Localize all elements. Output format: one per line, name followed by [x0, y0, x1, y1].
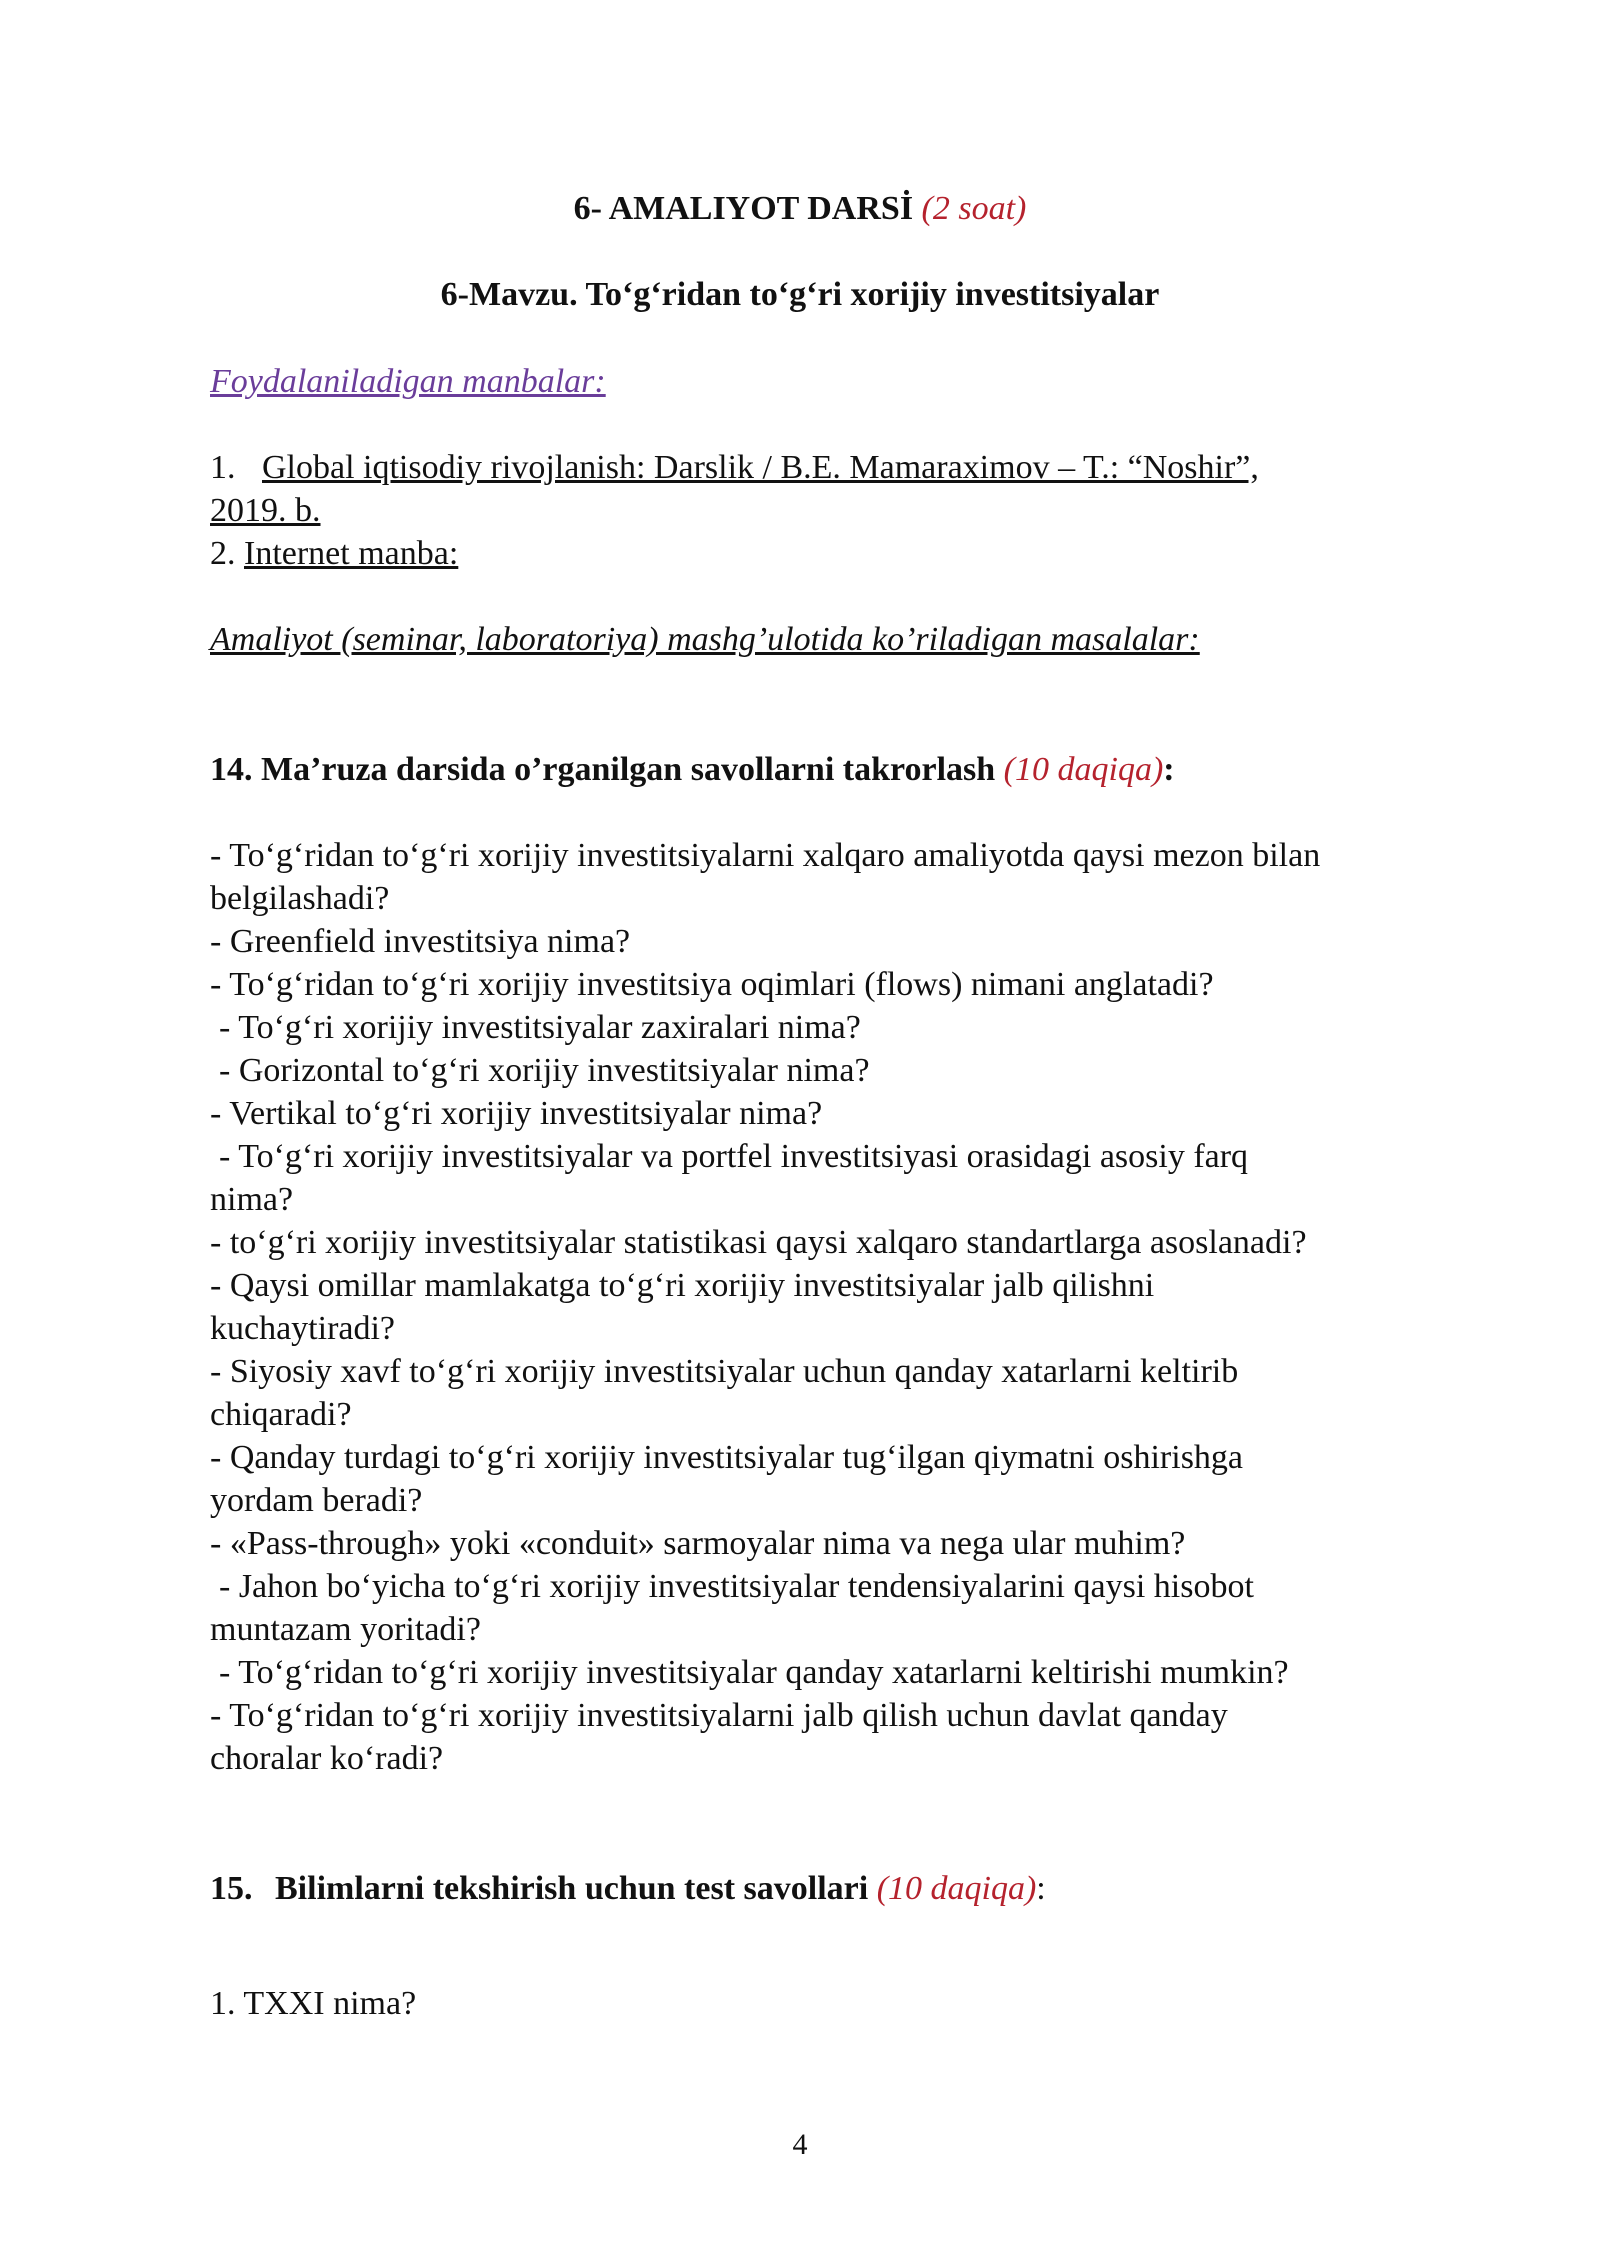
review-question-line: - To‘g‘ridan to‘g‘ri xorijiy investitsiyalarni jalb qilish uchun davlat qanday	[210, 1697, 1228, 1734]
review-question-line: - Qaysi omillar mamlakatga to‘g‘ri xorijiy investitsiyalar jalb qilishni	[210, 1267, 1155, 1304]
section-14-colon: :	[1163, 751, 1175, 788]
review-question-line: - Siyosiy xavf to‘g‘ri xorijiy investitsiyalar uchun qanday xatarlarni keltirib	[210, 1353, 1239, 1390]
review-question-line: muntazam yoritadi?	[210, 1611, 481, 1648]
section-15-heading	[210, 1867, 1046, 1910]
review-question-line: - To‘g‘ri xorijiy investitsiyalar zaxiralari nima?	[219, 1009, 861, 1046]
section-15-title: Bilimlarni tekshirish uchun test savollari	[275, 1870, 869, 1907]
review-question-line: - Greenfield investitsiya nima?	[210, 923, 631, 960]
review-question-line: - Jahon bo‘yicha to‘g‘ri xorijiy investitsiyalar tendensiyalarini qaysi hisobot	[219, 1568, 1254, 1605]
section-14-heading	[210, 748, 1175, 791]
section-15-time: (10 daqiqa)	[876, 1870, 1037, 1907]
review-question-line: - Vertikal to‘g‘ri xorijiy investitsiyalar nima?	[210, 1095, 823, 1132]
topic-title: 6-Mavzu. To‘g‘ridan to‘g‘ri xorijiy investitsiyalar	[440, 276, 1160, 313]
lesson-title-text: 6- AMALIYOT DARSİ	[573, 190, 914, 227]
section-14-title: 14. Ma’ruza darsida o’rganilgan savollarni takrorlash	[210, 751, 996, 788]
review-question-line: - To‘g‘ridan to‘g‘ri xorijiy investitsiyalarni xalqaro amaliyotda qaysi mezon bilan	[210, 837, 1321, 874]
lesson-hours: (2 soat)	[921, 190, 1027, 227]
section-15-colon: :	[1036, 1870, 1046, 1907]
source-item-1-continued: 2019. b.	[210, 492, 321, 529]
review-question-line: nima?	[210, 1181, 294, 1218]
review-question-line: yordam beradi?	[210, 1482, 423, 1519]
source-item-2-text: Internet manba:	[244, 535, 459, 572]
source-item-1-text: Global iqtisodiy rivojlanish: Darslik / B.E. Mamaraximov – T.: “Noshir”,	[262, 449, 1259, 486]
review-question-line: - To‘g‘ridan to‘g‘ri xorijiy investitsiya oqimlari (flows) nimani anglatadi?	[210, 966, 1214, 1003]
review-question-line: - To‘g‘ri xorijiy investitsiyalar va portfel investitsiyasi orasidagi asosiy farq	[219, 1138, 1249, 1175]
review-question-line: - Qanday turdagi to‘g‘ri xorijiy investitsiyalar tug‘ilgan qiymatni oshirishga	[210, 1439, 1244, 1476]
source-item-2-number: 2.	[210, 535, 236, 572]
review-question-line: - «Pass-through» yoki «conduit» sarmoyalar nima va nega ular muhim?	[210, 1525, 1186, 1562]
practice-heading: Amaliyot (seminar, laboratoriya) mashg’ulotida ko’riladigan masalalar:	[210, 621, 1200, 658]
source-item-2	[210, 532, 458, 575]
review-question-line: belgilashadi?	[210, 880, 390, 917]
review-question-line: kuchaytiradi?	[210, 1310, 396, 1347]
source-item-1-number: 1.	[210, 449, 236, 486]
review-question-line: chiqaradi?	[210, 1396, 352, 1433]
lesson-title	[0, 187, 1600, 230]
review-question-line: - To‘g‘ridan to‘g‘ri xorijiy investitsiyalar qanday xatarlarni keltirishi mumkin?	[219, 1654, 1289, 1691]
source-item-1	[210, 446, 1259, 489]
section-14-time: (10 daqiqa)	[1003, 751, 1164, 788]
review-question-line: - Gorizontal to‘g‘ri xorijiy investitsiyalar nima?	[219, 1052, 870, 1089]
review-question-line: choralar ko‘radi?	[210, 1740, 444, 1777]
page-number: 4	[792, 2128, 808, 2161]
sources-heading: Foydalaniladigan manbalar:	[210, 363, 606, 400]
test-question-1: 1. TXXI nima?	[210, 1985, 417, 2022]
section-15-number: 15.	[210, 1870, 253, 1907]
review-question-line: - to‘g‘ri xorijiy investitsiyalar statistikasi qaysi xalqaro standartlarga asoslanadi?	[210, 1224, 1307, 1261]
